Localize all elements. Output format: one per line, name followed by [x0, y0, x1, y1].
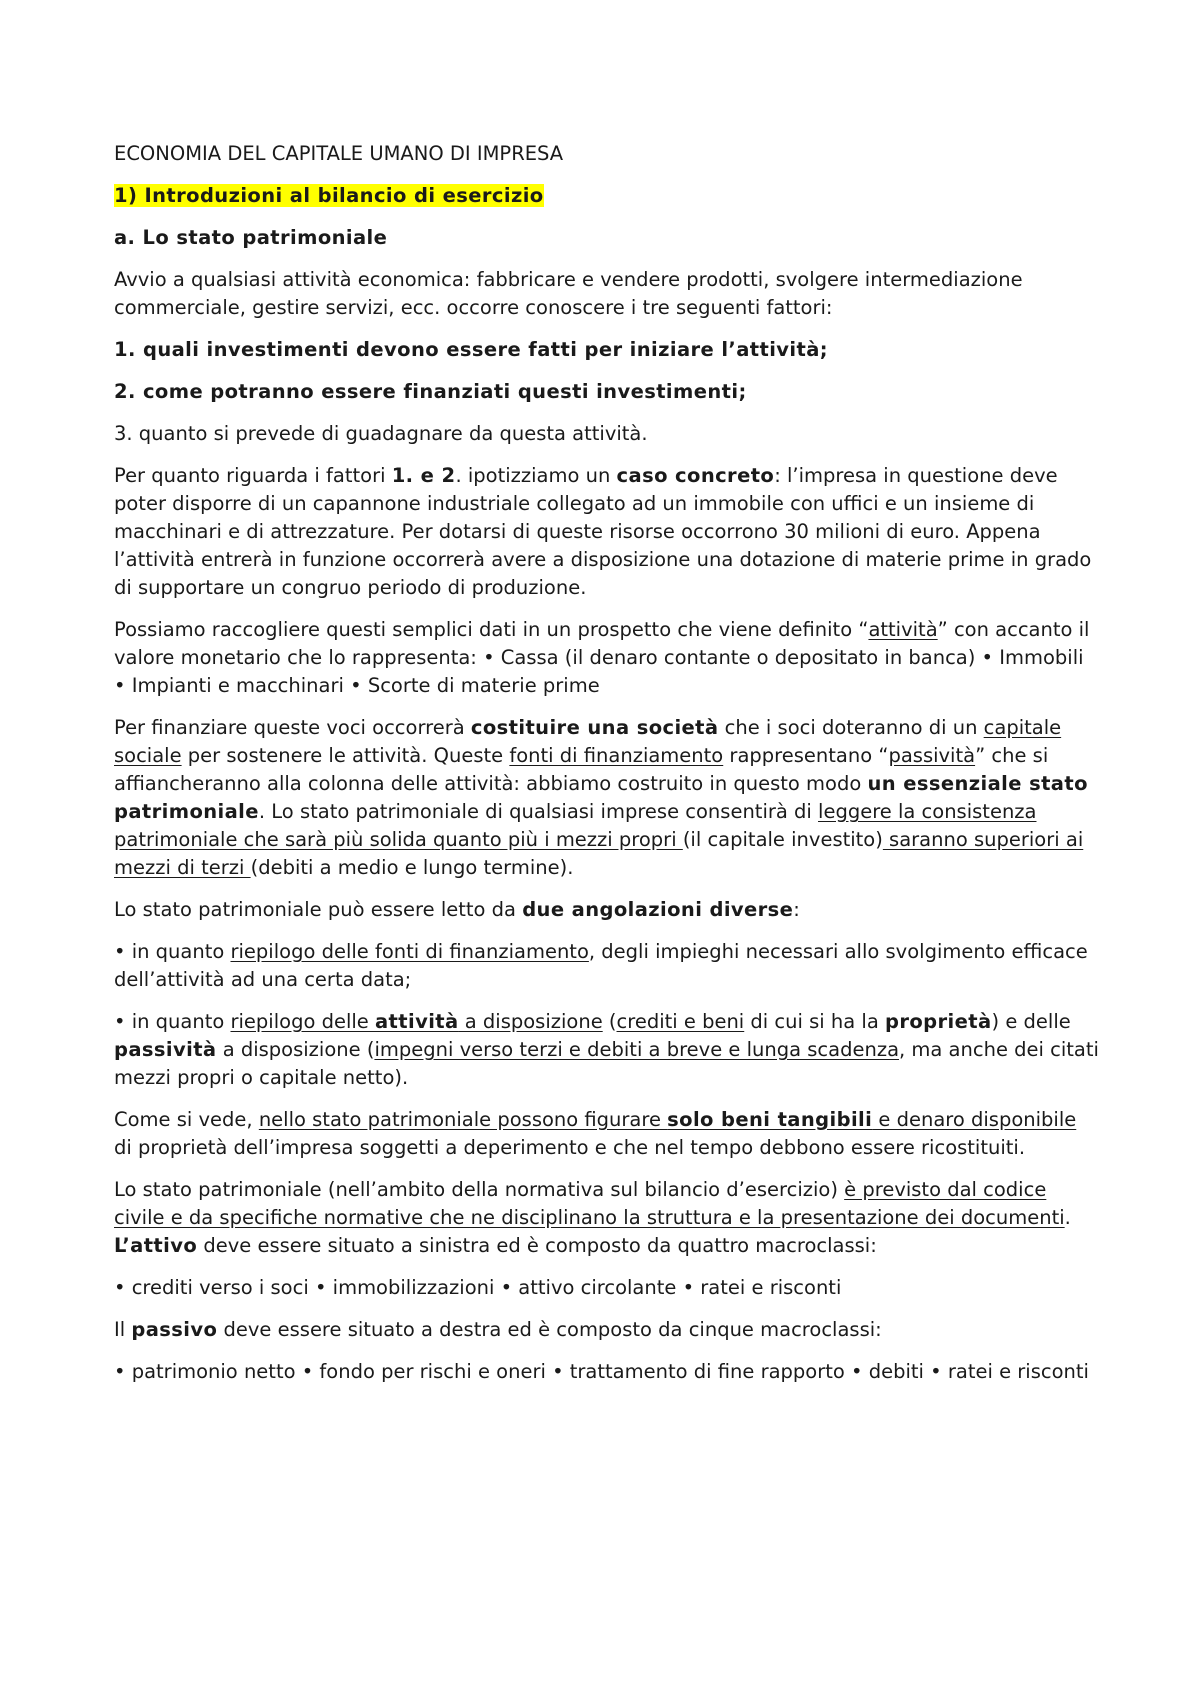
paragraph-angolazioni: Lo stato patrimoniale può essere letto da due angolazioni diverse: — [114, 898, 800, 921]
paragraph-caso-concreto: Per quanto riguarda i fattori 1. e 2. ipotizziamo un caso concreto: l’impresa in questione deve poter disporre di un capannone industriale collegato ad un immobile con uffici e un insieme di macchinari e di attrezzature. Per dotarsi di queste risorse occorrono 30 milioni di euro. Appena l’attività entrerà in funzione occorrerà avere a disposizione una dotazione di materie prime in grado di supportare un congruo periodo di produzione. — [114, 464, 1092, 599]
subsection-heading: a. Lo stato patrimoniale — [114, 226, 388, 249]
list-item-2: 2. come potranno essere finanziati questi investimenti; — [114, 380, 747, 403]
attivo-macroclassi: • crediti verso i soci • immobilizzazioni • attivo circolante • ratei e risconti — [114, 1276, 842, 1299]
paragraph-attivita: Possiamo raccogliere questi semplici dati in un prospetto che viene definito “attività” con accanto il valore monetario che lo rappresenta: • Cassa (il denaro contante o depositato in banca) • Immobili • Impianti e macchinari • Scorte di materie prime — [114, 618, 1090, 697]
bullet-attivita-passivita: • in quanto riepilogo delle attività a disposizione (crediti e beni di cui si ha la proprietà) e delle passività a disposizione (impegni verso terzi e debiti a breve e lunga scadenza, ma anche dei citati mezzi propri o capitale netto). — [114, 1010, 1099, 1089]
intro-paragraph: Avvio a qualsiasi attività economica: fabbricare e vendere prodotti, svolgere intermediazione commerciale, gestire servizi, ecc. occorre conoscere i tre seguenti fattori: — [114, 268, 1023, 319]
paragraph-passivita: Per finanziare queste voci occorrerà costituire una società che i soci doteranno di un capitale sociale per sostenere le attività. Queste fonti di finanziamento rappresentano “passività” che si affiancheranno alla colonna delle attività: abbiamo costruito in questo modo un essenziale stato patrimoniale. Lo stato patrimoniale di qualsiasi imprese consentirà di leggere la consistenza patrimoniale che sarà più solida quanto più i mezzi propri (il capitale investito) saranno superiori ai mezzi di terzi (debiti a medio e lungo termine). — [114, 716, 1088, 879]
paragraph-beni-tangibili: Come si vede, nello stato patrimoniale possono figurare solo beni tangibili e denaro disponibile di proprietà dell’impresa soggetti a deperimento e che nel tempo debbono essere ricostituiti. — [114, 1108, 1077, 1159]
paragraph-normativa: Lo stato patrimoniale (nell’ambito della normativa sul bilancio d’esercizio) è previsto dal codice civile e da specifiche normative che ne disciplinano la struttura e la presentazione dei documenti. L’attivo deve essere situato a sinistra ed è composto da quattro macroclassi: — [114, 1178, 1071, 1257]
paragraph-passivo: Il passivo deve essere situato a destra ed è composto da cinque macroclassi: — [114, 1318, 882, 1341]
bullet-fonti: • in quanto riepilogo delle fonti di finanziamento, degli impieghi necessari allo svolgimento efficace dell’attività ad una certa data; — [114, 940, 1088, 991]
section-heading: 1) Introduzioni al bilancio di esercizio — [114, 184, 544, 207]
passivo-macroclassi: • patrimonio netto • fondo per rischi e oneri • trattamento di fine rapporto • debiti • ratei e risconti — [114, 1360, 1089, 1383]
list-item-1: 1. quali investimenti devono essere fatti per iniziare l’attività; — [114, 338, 828, 361]
list-item-3: 3. quanto si prevede di guadagnare da questa attività. — [114, 422, 648, 445]
document-title: ECONOMIA DEL CAPITALE UMANO DI IMPRESA — [114, 142, 564, 165]
